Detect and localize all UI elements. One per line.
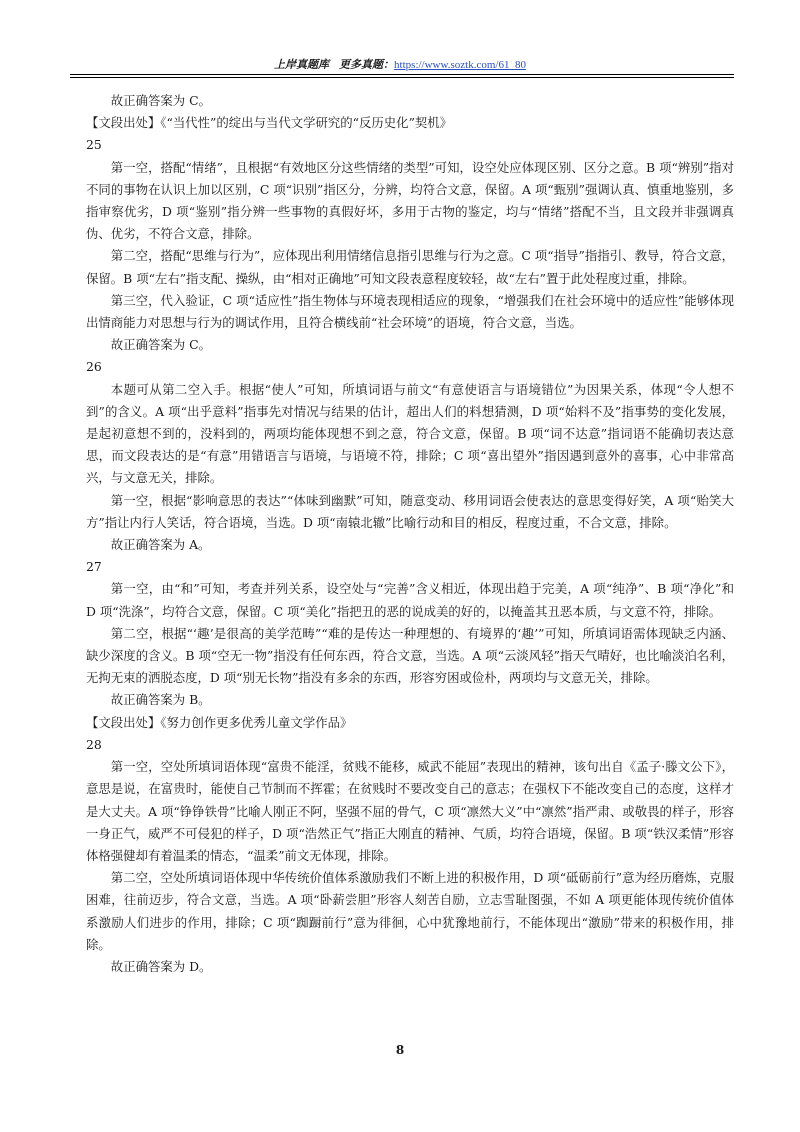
header-brand-label: 上岸真题库 — [274, 59, 330, 71]
paragraph: 第二空，空处所填词语体现中华传统价值体系激励我们不断上进的积极作用，D 项“砥砺前行”意为经历磨炼，克服困难，往前迈步，符合文意，当选。A 项“卧薪尝胆”形容人刻苦自励，立志雪耻图强，不如 A 项更能体现传统价值体系激励人们进步的作用，排除；C 项“踟蹰前行”意为徘徊，心中犹豫地前行，不能体现出“激励”带来的积极作用，排除。 — [86, 870, 734, 952]
paragraph: 第二空，根据“‘趣’是很高的美学范畴”“难的是传达一种理想的、有境界的‘趣’”可知，所填词语需体现缺乏内涵、缺少深度的含义。B 项“空无一物”指没有任何东西，符合文意，当选。A 项“云淡风轻”指天气晴好，也比喻淡泊名利，无拘无束的洒脱态度，D 项“别无长物”指没有多余的东西，形容穷困或俭朴，两项均与文意无关，排除。 — [86, 625, 734, 686]
header-link[interactable]: https://www.soztk.com/61_80 — [394, 59, 526, 71]
paragraph: 第二空，搭配“思维与行为”，应体现出利用情绪信息指引思维与行为之意。C 项“指导”指指引、教导，符合文意，保留。B 项“左右”指支配、操纵，由“相对正确地”可知文段表意程度较轻，故“左右”置于此处程度过重，排除。 — [86, 248, 734, 286]
paragraph: 第一空，搭配“情绪”，且根据“有效地区分这些情绪的类型”可知，设空处应体现区别、区分之意。B 项“辨别”指对不同的事物在认识上加以区别，C 项“识别”指区分，分辨，均符合文意，保留。A 项“甄别”强调认真、慎重地鉴别，多指审察优劣，D 项“鉴别”指分辨一些事物的真假好坏，多用于古物的鉴定，均与“情绪”搭配不当，且文段并非强调真伪、优劣，不符合文意，排除。 — [86, 159, 734, 242]
header-rule-bottom — [70, 77, 734, 78]
header-more-label: 更多真题： — [339, 59, 395, 71]
page-number: 8 — [395, 1043, 405, 1057]
source-citation: 【文段出处】《努力创作更多优秀儿童文学作品》 — [86, 714, 353, 730]
question-number: 26 — [86, 359, 102, 375]
paragraph: 第三空，代入验证，C 项“适应性”指生物体与环境表现相适应的现象，“增强我们在社会环境中的适应性”能够体现出情商能力对思想与行为的调试作用，且符合横线前“社会环境”的语境，符合文意，当选。 — [86, 292, 734, 331]
paragraph: 故正确答案为 B。 — [110, 692, 211, 708]
page-header — [0, 56, 800, 72]
header-rule-top — [70, 74, 734, 75]
paragraph: 故正确答案为 A。 — [110, 537, 211, 553]
paragraph: 第一空，空处所填词语体现“富贵不能淫，贫贱不能移，威武不能屈”表现出的精神，该句出自《孟子·滕文公下》，意思是说，在富贵时，能使自己节制而不挥霍；在贫贱时不要改变自己的意志；在强权下不能改变自己的态度，这样才是大丈夫。A 项“铮铮铁骨”比喻人刚正不阿，坚强不屈的骨气，C 项“凛然大义”中“凛然”指严肃、或敬畏的样子，形容一身正气，威严不可侵犯的样子，D 项“浩然正气”指正大刚直的精神、气质，均符合语境，保留。B 项“铁汉柔情”形容体格强健却有着温柔的情态，“温柔”前文无体现，排除。 — [86, 759, 734, 863]
question-number: 27 — [86, 559, 102, 575]
paragraph: 第一空，根据“影响意思的表达”“体味到幽默”可知，随意变动、移用词语会使表达的意思变得好笑，A 项“贻笑大方”指让内行人笑话，符合语境，当选。D 项“南辕北辙”比喻行动和目的相反，程度过重，不合文意，排除。 — [86, 492, 734, 530]
paragraph: 故正确答案为 C。 — [110, 337, 211, 353]
paragraph: 第一空，由“和”可知，考查并列关系，设空处与“完善”含义相近，体现出趋于完美，A 项“纯净”、B 项“净化”和 D 项“洗涤”，均符合文意，保留。C 项“美化”指把丑的恶的说成美的好的，以掩盖其丑恶本质，与文意不符，排除。 — [86, 581, 734, 619]
question-number: 28 — [86, 736, 102, 752]
paragraph: 本题可从第二空入手。根据“使人”可知，所填词语与前文“有意使语言与语境错位”为因果关系，体现“令人想不到”的含义。A 项“出乎意料”指事先对情况与结果的估计，超出人们的料想猜测，D 项“始料不及”指事势的变化发展，是起初意想不到的，没料到的，两项均能体现想不到之意，符合文意，保留。B 项“词不达意”指词语不能确切表达意思，而文段表达的是“有意”用错语言与语境，与语境不符，排除；C 项“喜出望外”指因遇到意外的喜事，心中非常高兴，与文意无关，排除。 — [86, 381, 734, 486]
document-body — [86, 90, 734, 978]
question-number: 25 — [86, 137, 102, 153]
paragraph: 故正确答案为 D。 — [110, 958, 212, 974]
source-citation: 【文段出处】《“当代性”的绽出与当代文学研究的“反历史化”契机》 — [86, 115, 453, 131]
paragraph: 故正确答案为 C。 — [110, 93, 211, 108]
